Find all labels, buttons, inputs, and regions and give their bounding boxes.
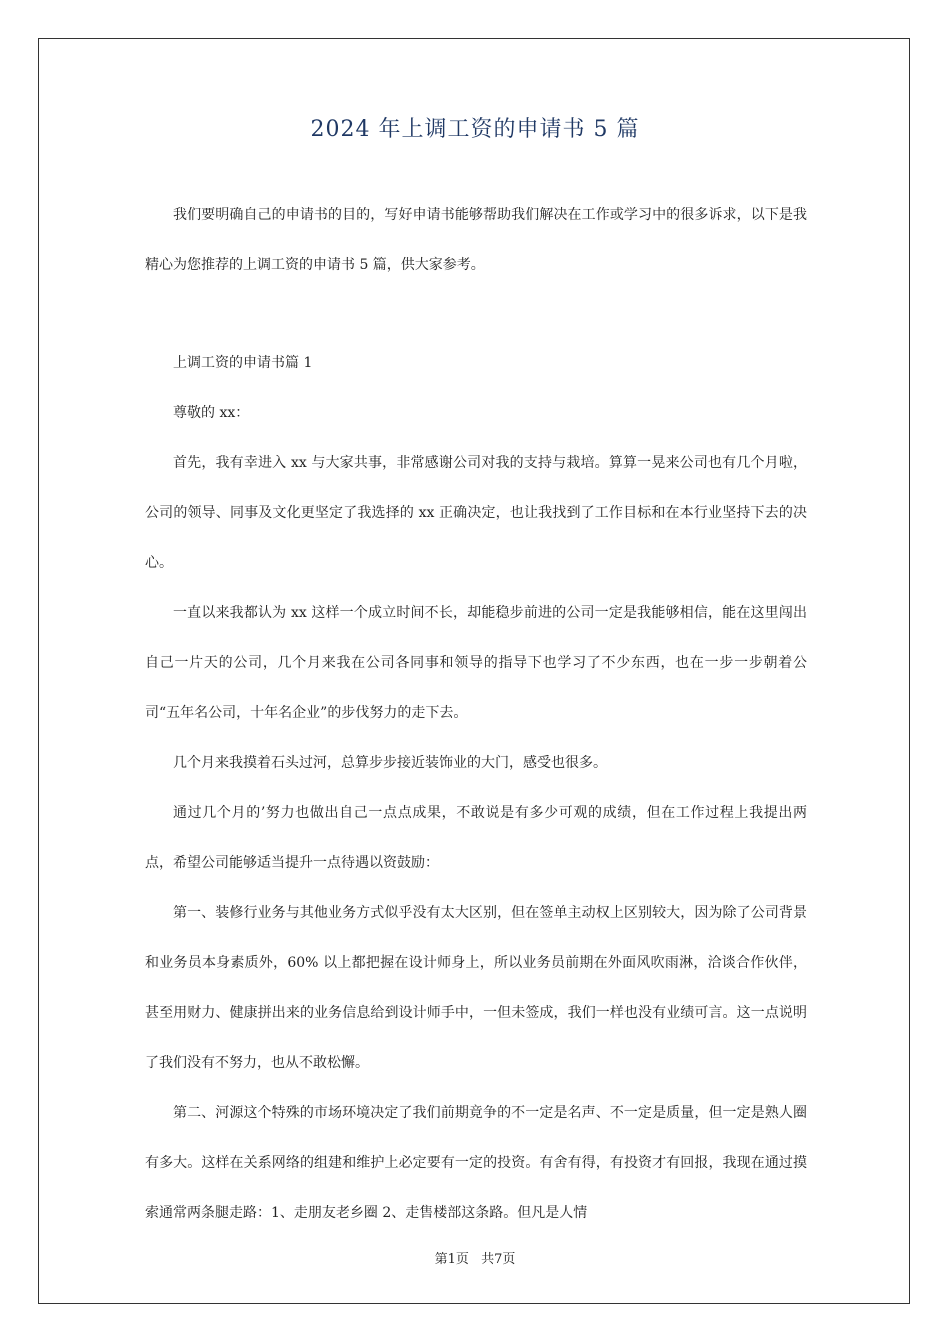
body-paragraph: 通过几个月的’努力也做出自己一点点成果，不敢说是有多少可观的成绩，但在工作过程上我提出两点，希望公司能够适当提升一点待遇以资鼓励： xyxy=(145,805,807,871)
page-footer xyxy=(0,1248,950,1267)
salutation: 尊敬的 xx： xyxy=(173,405,250,421)
body-paragraph: 第二、河源这个特殊的市场环境决定了我们前期竟争的不一定是名声、不一定是质量，但一定是熟人圈有多大。这样在关系网络的组建和维护上必定要有一定的投资。有舍有得，有投资才有回报，我现在通过摸索通常两条腿走路：1、走朋友老乡圈 2、走售楼部这条路。但凡是人情 xyxy=(145,1105,807,1221)
section-gap xyxy=(145,290,807,338)
document-body xyxy=(145,190,807,1238)
page-number: 第1页 xyxy=(434,1252,469,1267)
body-paragraph: 首先，我有幸进入 xx 与大家共事，非常感谢公司对我的支持与栽培。算算一晃来公司也有几个月啦，公司的领导、同事及文化更坚定了我选择的 xx 正确决定，也让我找到了工作目标和在本行业坚持下去的决心。 xyxy=(145,455,807,571)
document-title: 2024 年上调工资的申请书 5 篇 xyxy=(310,117,640,142)
body-paragraph: 一直以来我都认为 xx 这样一个成立时间不长，却能稳步前进的公司一定是我能够相信，能在这里闯出自己一片天的公司，几个月来我在公司各同事和领导的指导下也学习了不少东西，也在一步一步朝着公司“五年名公司，十年名企业”的步伐努力的走下去。 xyxy=(145,605,807,721)
section-heading: 上调工资的申请书篇 1 xyxy=(173,355,313,371)
body-paragraph: 几个月来我摸着石头过河，总算步步接近装饰业的大门，感受也很多。 xyxy=(173,755,607,771)
intro-paragraph: 我们要明确自己的申请书的目的，写好申请书能够帮助我们解决在工作或学习中的很多诉求，以下是我精心为您推荐的上调工资的申请书 5 篇，供大家参考。 xyxy=(145,207,807,273)
page-total: 共7页 xyxy=(481,1252,516,1267)
body-paragraph: 第一、装修行业务与其他业务方式似乎没有太大区别，但在签单主动权上区别较大，因为除了公司背景和业务员本身素质外，60% 以上都把握在设计师身上，所以业务员前期在外面风吹雨淋，洽谈合作伙伴，甚至用财力、健康拼出来的业务信息给到设计师手中，一但未签成，我们一样也没有业绩可言。这一点说明了我们没有不努力，也从不敢松懈。 xyxy=(145,905,807,1071)
